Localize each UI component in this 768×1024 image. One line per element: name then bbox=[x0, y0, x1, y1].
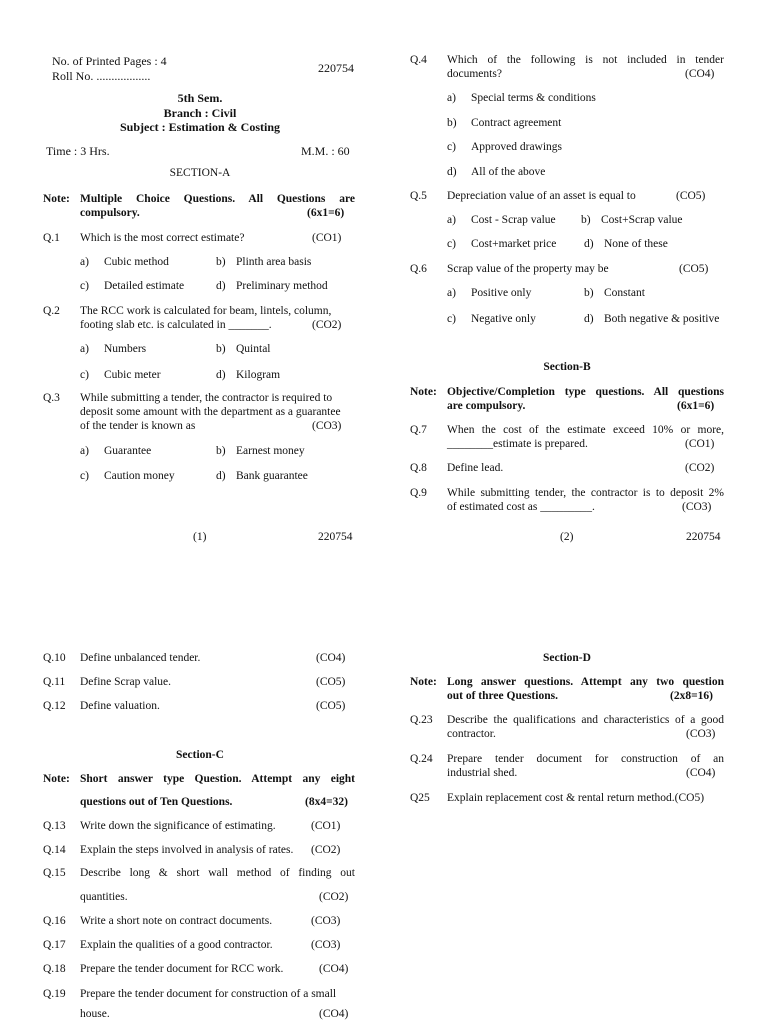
course-outcome: (CO4) bbox=[685, 68, 715, 80]
option-text: Earnest money bbox=[236, 445, 305, 457]
course-outcome: (CO2) bbox=[685, 462, 715, 474]
course-outcome: (CO1) bbox=[685, 438, 715, 450]
option-b: b) Contract agreement bbox=[447, 117, 562, 129]
question-text: Write a short note on contract documents. bbox=[80, 915, 273, 927]
question-number: Q.23 bbox=[410, 714, 433, 726]
question-text-2: contractor. bbox=[447, 728, 496, 740]
option-text: Approved drawings bbox=[471, 141, 563, 153]
question-number: Q.9 bbox=[410, 487, 427, 499]
note-marks: (2x8=16) bbox=[670, 690, 713, 702]
note-label: Note: bbox=[43, 773, 70, 785]
option-text: Positive only bbox=[471, 287, 532, 299]
option-text: Both negative & positive bbox=[604, 313, 720, 325]
page-number: (1) bbox=[193, 531, 207, 543]
option-d: d) Kilogram bbox=[216, 369, 281, 381]
option-text: None of these bbox=[604, 238, 668, 250]
question-number: Q.18 bbox=[43, 963, 66, 975]
printed-pages: No. of Printed Pages : 4 bbox=[52, 54, 167, 68]
option-text: Cost+Scrap value bbox=[601, 214, 683, 226]
question-number: Q.3 bbox=[43, 392, 60, 404]
question-text: Prepare tender document for construction of an bbox=[447, 753, 724, 765]
question-text-2: deposit some amount with the department as a guarantee bbox=[80, 406, 341, 418]
option-c: c) Negative only bbox=[447, 313, 536, 325]
option-text: All of the above bbox=[471, 166, 546, 178]
question-text: Which of the following is not included in tender bbox=[447, 54, 724, 66]
note-text-2: questions out of Ten Questions. bbox=[80, 796, 233, 808]
question-number: Q.6 bbox=[410, 263, 427, 275]
section-b-heading: Section-B bbox=[543, 361, 591, 373]
section-d-heading: Section-D bbox=[543, 652, 591, 664]
option-b: b) Constant bbox=[584, 287, 645, 299]
course-outcome: (CO5) bbox=[676, 190, 706, 202]
option-b: b) Earnest money bbox=[216, 445, 305, 457]
question-text: Define Scrap value. bbox=[80, 676, 172, 688]
course-outcome: (CO3) bbox=[311, 939, 341, 951]
question-text-2: industrial shed. bbox=[447, 767, 518, 779]
option-text: Caution money bbox=[104, 470, 175, 482]
roll-no: Roll No. .................. bbox=[52, 69, 151, 83]
option-d: d) All of the above bbox=[447, 166, 546, 178]
question-number: Q.11 bbox=[43, 676, 66, 688]
question-text: When the cost of the estimate exceed 10% or more, bbox=[447, 424, 724, 436]
option-a: a) Special terms & conditions bbox=[447, 92, 596, 104]
note-label: Note: bbox=[410, 386, 437, 398]
note-text-2: are compulsory. bbox=[447, 400, 526, 412]
course-outcome: (CO1) bbox=[311, 820, 341, 832]
option-text: Cost - Scrap value bbox=[471, 214, 556, 226]
time: Time : 3 Hrs. bbox=[46, 144, 110, 158]
max-marks: M.M. : 60 bbox=[301, 144, 350, 158]
course-outcome: (CO2) bbox=[312, 319, 342, 331]
question-text: Define unbalanced tender. bbox=[80, 652, 201, 664]
question-text: Scrap value of the property may be bbox=[447, 263, 609, 275]
note-text: Short answer type Question. Attempt any eight bbox=[80, 773, 355, 785]
course-outcome: (CO2) bbox=[311, 844, 341, 856]
question-text: Explain replacement cost & rental return method.(CO5) bbox=[447, 792, 705, 804]
question-number: Q.7 bbox=[410, 424, 427, 436]
question-number: Q.8 bbox=[410, 462, 427, 474]
note-text: Objective/Completion type questions. All questions bbox=[447, 386, 724, 398]
question-text: Define lead. bbox=[447, 462, 504, 474]
option-b: b) Cost+Scrap value bbox=[581, 214, 683, 226]
question-text: While submitting a tender, the contractor is required to bbox=[80, 392, 333, 404]
option-text: Preliminary method bbox=[236, 280, 328, 292]
option-text: Contract agreement bbox=[471, 117, 562, 129]
footer-code: 220754 bbox=[318, 531, 353, 543]
branch: Branch : Civil bbox=[163, 106, 237, 120]
note-text: Multiple Choice Questions. All Questions are bbox=[80, 193, 355, 205]
option-text: Bank guarantee bbox=[236, 470, 308, 482]
option-text: Kilogram bbox=[236, 369, 281, 381]
course-outcome: (CO3) bbox=[311, 915, 341, 927]
option-text: Quintal bbox=[236, 343, 271, 355]
course-outcome: (CO3) bbox=[686, 728, 716, 740]
option-c: c) Cubic meter bbox=[80, 369, 161, 381]
question-number: Q.5 bbox=[410, 190, 427, 202]
course-outcome: (CO3) bbox=[682, 501, 712, 513]
question-text: Explain the qualities of a good contractor. bbox=[80, 939, 273, 951]
question-number: Q25 bbox=[410, 792, 430, 804]
question-text-3: of the tender is known as bbox=[80, 420, 196, 432]
option-d: d) Both negative & positive bbox=[584, 313, 720, 325]
question-text: Explain the steps involved in analysis of rates. bbox=[80, 844, 294, 856]
question-text: Describe the qualifications and characteristics of a good bbox=[447, 714, 724, 726]
question-text-2: house. bbox=[80, 1008, 110, 1020]
question-text: Prepare the tender document for RCC work. bbox=[80, 963, 284, 975]
course-outcome: (CO4) bbox=[319, 963, 349, 975]
course-outcome: (CO4) bbox=[319, 1008, 349, 1020]
question-text: Prepare the tender document for construction of a small bbox=[80, 988, 337, 1000]
option-text: Special terms & conditions bbox=[471, 92, 596, 104]
course-outcome: (CO5) bbox=[679, 263, 709, 275]
option-a: a) Cubic method bbox=[80, 256, 169, 268]
option-b: b) Quintal bbox=[216, 343, 271, 355]
course-outcome: (CO3) bbox=[312, 420, 342, 432]
note-text-2: out of three Questions. bbox=[447, 690, 558, 702]
semester: 5th Sem. bbox=[177, 91, 223, 105]
option-text: Guarantee bbox=[104, 445, 152, 457]
question-number: Q.13 bbox=[43, 820, 66, 832]
option-c: c) Approved drawings bbox=[447, 141, 563, 153]
course-outcome: (CO2) bbox=[319, 891, 349, 903]
course-outcome: (CO5) bbox=[316, 700, 346, 712]
subject: Subject : Estimation & Costing bbox=[119, 120, 280, 134]
note-text-2: compulsory. bbox=[80, 207, 140, 219]
option-text: Negative only bbox=[471, 313, 536, 325]
question-number: Q.10 bbox=[43, 652, 66, 664]
option-a: a) Cost - Scrap value bbox=[447, 214, 556, 226]
question-text-2: documents? bbox=[447, 68, 502, 80]
option-c: c) Caution money bbox=[80, 470, 175, 482]
note-marks: (8x4=32) bbox=[305, 796, 348, 808]
question-number: Q.14 bbox=[43, 844, 66, 856]
note-text: Long answer questions. Attempt any two question bbox=[447, 676, 724, 688]
option-text: Cubic meter bbox=[104, 369, 161, 381]
option-d: d) None of these bbox=[584, 238, 668, 250]
question-number: Q.19 bbox=[43, 988, 66, 1000]
question-number: Q.12 bbox=[43, 700, 66, 712]
option-text: Detailed estimate bbox=[104, 280, 185, 292]
page-number: (2) bbox=[560, 531, 574, 543]
question-number: Q.2 bbox=[43, 305, 60, 317]
note-marks: (6x1=6) bbox=[677, 400, 715, 412]
question-number: Q.16 bbox=[43, 915, 66, 927]
question-number: Q.24 bbox=[410, 753, 433, 765]
option-d: d) Bank guarantee bbox=[216, 470, 308, 482]
option-text: Constant bbox=[604, 287, 645, 299]
question-text: Define valuation. bbox=[80, 700, 160, 712]
course-outcome: (CO4) bbox=[686, 767, 716, 779]
option-text: Cost+market price bbox=[471, 238, 557, 250]
note-label: Note: bbox=[43, 193, 70, 205]
question-text: Describe long & short wall method of finding out bbox=[80, 867, 355, 879]
option-a: a) Guarantee bbox=[80, 445, 152, 457]
option-text: Numbers bbox=[104, 343, 147, 355]
option-b: b) Plinth area basis bbox=[216, 256, 312, 268]
option-d: d) Preliminary method bbox=[216, 280, 328, 292]
option-text: Plinth area basis bbox=[236, 256, 312, 268]
paper-code: 220754 bbox=[318, 61, 354, 75]
course-outcome: (CO5) bbox=[316, 676, 346, 688]
note-marks: (6x1=6) bbox=[307, 207, 345, 219]
question-text-2: footing slab etc. is calculated in _______. bbox=[80, 319, 272, 331]
option-c: c) Cost+market price bbox=[447, 238, 557, 250]
question-text-2: of estimated cost as _________. bbox=[447, 501, 595, 513]
question-text-2: quantities. bbox=[80, 891, 128, 903]
question-number: Q.17 bbox=[43, 939, 66, 951]
option-a: a) Positive only bbox=[447, 287, 532, 299]
question-number: Q.1 bbox=[43, 232, 60, 244]
course-outcome: (CO4) bbox=[316, 652, 346, 664]
footer-code: 220754 bbox=[686, 531, 721, 543]
question-text-2: ________estimate is prepared. bbox=[447, 438, 588, 450]
option-a: a) Numbers bbox=[80, 343, 147, 355]
question-text: Which is the most correct estimate? bbox=[80, 232, 245, 244]
section-c-heading: Section-C bbox=[176, 749, 224, 761]
question-text: While submitting tender, the contractor is to deposit 2% bbox=[447, 487, 724, 499]
section-a-heading: SECTION-A bbox=[169, 167, 231, 179]
question-number: Q.4 bbox=[410, 54, 427, 66]
question-text: The RCC work is calculated for beam, lintels, column, bbox=[80, 305, 332, 317]
note-label: Note: bbox=[410, 676, 437, 688]
course-outcome: (CO1) bbox=[312, 232, 342, 244]
option-c: c) Detailed estimate bbox=[80, 280, 185, 292]
option-text: Cubic method bbox=[104, 256, 169, 268]
question-text: Depreciation value of an asset is equal to bbox=[447, 190, 636, 202]
question-text: Write down the significance of estimating. bbox=[80, 820, 276, 832]
question-number: Q.15 bbox=[43, 867, 66, 879]
